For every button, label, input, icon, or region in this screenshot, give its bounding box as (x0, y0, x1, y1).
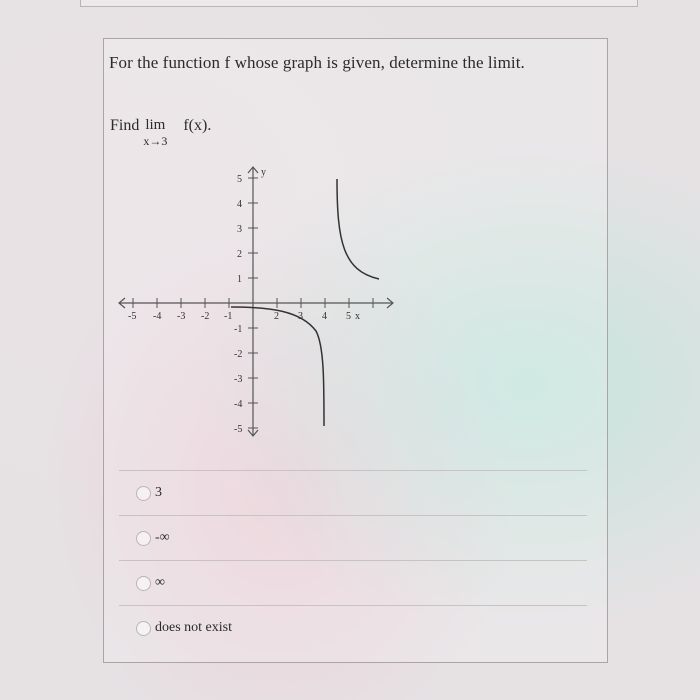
curve-right-branch (337, 179, 379, 279)
limit-expression (110, 117, 212, 148)
find-label: Find (110, 117, 140, 134)
x-tick-label: 3 (298, 311, 303, 322)
top-panel-edge (80, 0, 638, 7)
y-tick-label: -5 (234, 424, 243, 435)
choice-label: 3 (155, 485, 162, 500)
lim-operator (143, 117, 179, 148)
choice-label: ∞ (155, 575, 165, 590)
answer-choices (104, 470, 607, 650)
question-prompt: For the function f whose graph is given, determine the limit. (109, 53, 525, 72)
radio-button[interactable] (136, 621, 151, 636)
x-tick-label: 5 (346, 311, 351, 322)
choice-infinity[interactable] (119, 560, 587, 605)
lim-subscript: x→3 (143, 134, 168, 148)
x-axis-label: x (355, 311, 360, 322)
x-tick-label: -3 (177, 311, 186, 322)
curve-left-branch (231, 307, 324, 426)
function-expression: f(x). (183, 117, 212, 134)
y-tick-label: -3 (234, 374, 243, 385)
choice-does-not-exist[interactable] (119, 605, 587, 650)
y-tick-label: 3 (237, 224, 242, 235)
x-tick-label: 2 (274, 311, 279, 322)
radio-button[interactable] (136, 576, 151, 591)
y-axis-label: y (261, 167, 266, 178)
choice-label: does not exist (155, 620, 232, 635)
question-panel (103, 38, 608, 663)
radio-button[interactable] (136, 531, 151, 546)
y-tick-label: -2 (234, 349, 243, 360)
y-tick-label: -4 (234, 399, 243, 410)
choice-label: -∞ (155, 530, 170, 545)
radio-button[interactable] (136, 486, 151, 501)
x-tick-label: -1 (224, 311, 233, 322)
x-tick-label: -2 (201, 311, 210, 322)
x-tick-label: 4 (322, 311, 327, 322)
y-tick-label: 5 (237, 174, 242, 185)
y-tick-label: 1 (237, 274, 242, 285)
y-tick-label: 4 (237, 199, 242, 210)
y-tick-label: -1 (234, 324, 243, 335)
x-tick-label: -4 (153, 311, 162, 322)
y-tick-label: 2 (237, 249, 242, 260)
x-tick-label: -5 (128, 311, 137, 322)
choice-3[interactable] (119, 470, 587, 515)
lim-word: lim (145, 117, 166, 133)
function-graph (111, 161, 401, 441)
choice-negative-infinity[interactable] (119, 515, 587, 560)
